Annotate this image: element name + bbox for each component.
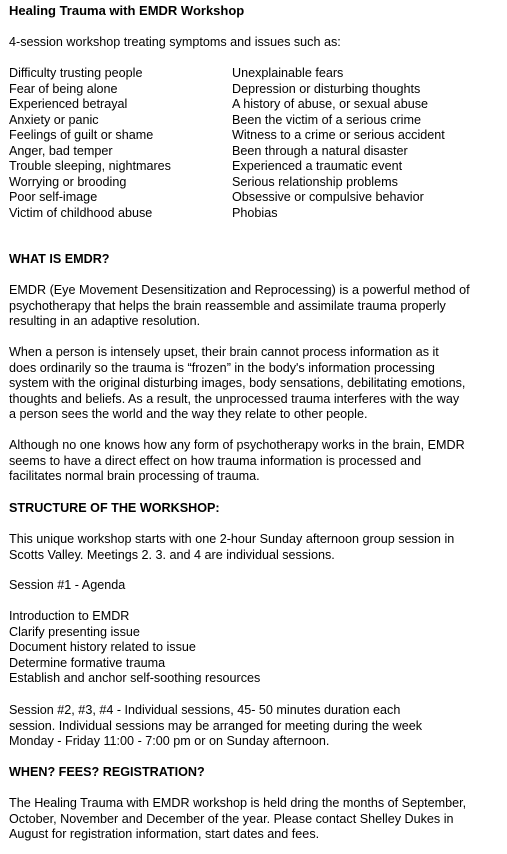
list-item: Difficulty trusting people: [9, 66, 143, 80]
list-item: Poor self-image: [9, 190, 98, 204]
paragraph-workshop-start: This unique workshop starts with one 2-hour Sunday afternoon group session in Scotts Valley. Meetings 2. 3. and 4 are individual sessions.: [9, 532, 455, 562]
list-item: Obsessive or compulsive behavior: [232, 190, 424, 204]
list-item: Introduction to EMDR: [9, 609, 130, 623]
list-item: Anger, bad temper: [9, 143, 113, 158]
list-item: Depression or disturbing thoughts: [232, 81, 421, 96]
list-item: Clarify presenting issue: [9, 624, 140, 639]
list-item: A history of abuse, or sexual abuse: [232, 97, 429, 111]
paragraph-emdr-definition: EMDR (Eye Movement Desensitization and Reprocessing) is a powerful method of psychotherapy that helps the brain reassemble and assimilate trauma properly resulting in an adaptive resolution.: [9, 283, 470, 328]
list-item: Anxiety or panic: [9, 112, 99, 127]
list-item: Experienced betrayal: [9, 97, 128, 111]
list-item: Been through a natural disaster: [232, 143, 408, 158]
section-heading-structure: STRUCTURE OF THE WORKSHOP:: [9, 501, 220, 515]
agenda-title: Session #1 - Agenda: [9, 578, 126, 592]
list-item: Worrying or brooding: [9, 174, 127, 189]
list-item: Victim of childhood abuse: [9, 205, 153, 220]
section-heading-when-fees: WHEN? FEES? REGISTRATION?: [9, 765, 205, 779]
list-item: Fear of being alone: [9, 81, 118, 96]
list-item: Been the victim of a serious crime: [232, 112, 421, 127]
list-item: Document history related to issue: [9, 640, 196, 654]
list-item: Phobias: [232, 205, 278, 220]
list-item: Feelings of guilt or shame: [9, 128, 154, 142]
agenda-list: [9, 609, 260, 687]
paragraph-brain-processing: Although no one knows how any form of psychotherapy works in the brain, EMDR seems to have a direct effect on how trauma information is processed and facilitates normal brain processing of trauma.: [9, 438, 465, 483]
intro-text: 4-session workshop treating symptoms and issues such as:: [9, 35, 341, 49]
list-item: Establish and anchor self-soothing resources: [9, 671, 261, 685]
list-item: Determine formative trauma: [9, 655, 166, 670]
paragraph-trauma-frozen: When a person is intensely upset, their brain cannot process information as it does ordinarily so the trauma is “frozen” in the body's information processing system with the original disturbing images, body sensations, debilitating emotions, thoughts and beliefs. As a result, the unprocessed trauma interferes with the way a person sees the world and the way they relate to other people.: [9, 345, 466, 421]
paragraph-registration: The Healing Trauma with EMDR workshop is held dring the months of September, October, November and December of the year. Please contact Shelley Dukes in August for registration information, start dates and fees.: [9, 796, 467, 841]
list-item: Unexplainable fears: [232, 66, 344, 80]
list-item: Experienced a traumatic event: [232, 159, 403, 173]
list-item: Serious relationship problems: [232, 174, 398, 189]
section-heading-what-is-emdr: WHAT IS EMDR?: [9, 252, 110, 266]
paragraph-individual-sessions: Session #2, #3, #4 - Individual sessions, 45- 50 minutes duration each session. Individual sessions may be arranged for meeting during the week Monday - Friday 11:00 - 7:00 pm or on Sunday afternoon.: [9, 703, 423, 748]
list-item: Witness to a crime or serious accident: [232, 128, 445, 142]
list-item: Trouble sleeping, nightmares: [9, 159, 171, 173]
page-title: Healing Trauma with EMDR Workshop: [9, 3, 245, 18]
symptoms-list-right: [232, 66, 445, 221]
symptoms-list-left: [9, 66, 171, 221]
